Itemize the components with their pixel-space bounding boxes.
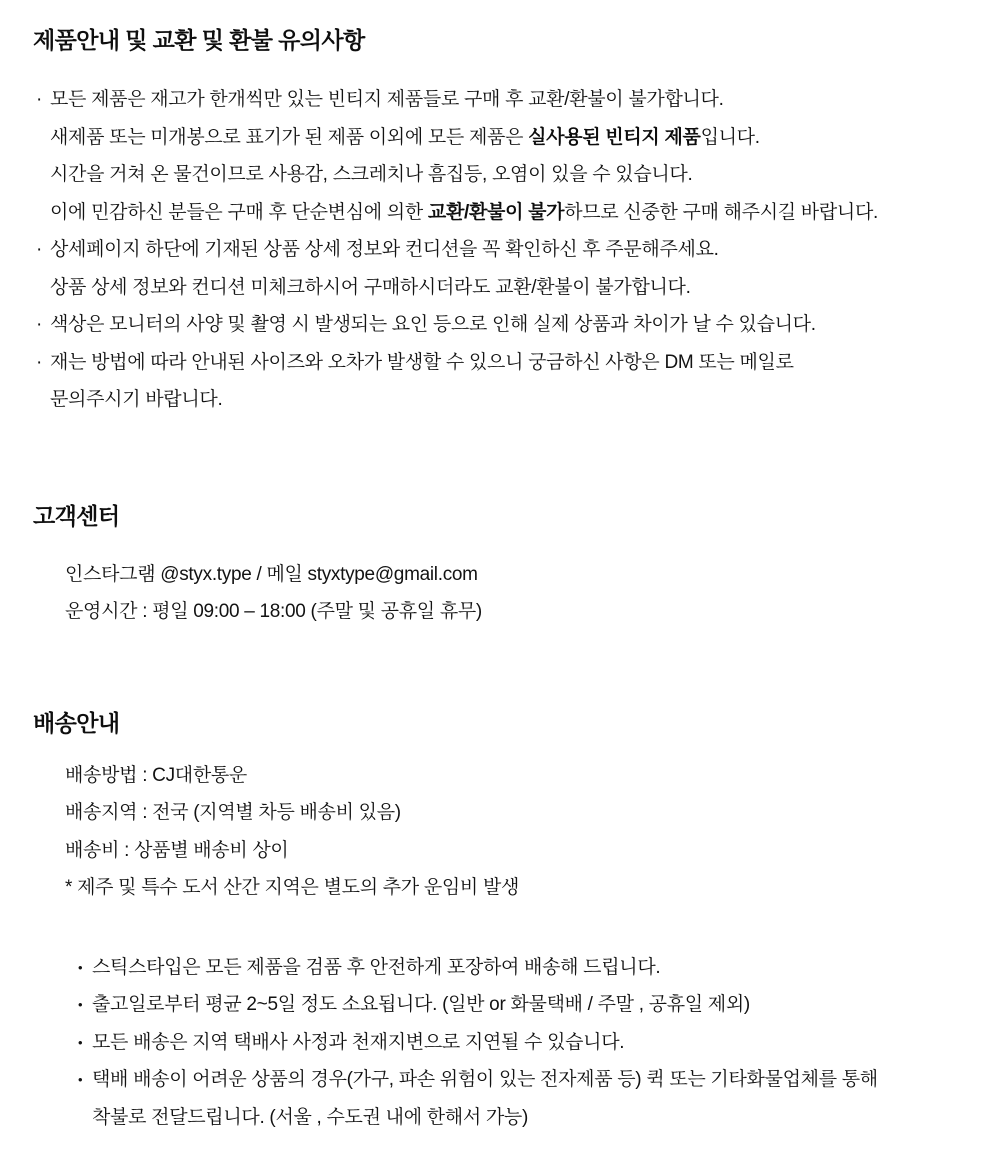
shipping-note-line — [33, 1061, 967, 1099]
notice-line — [33, 269, 967, 307]
notice-line — [33, 156, 967, 194]
bullet-dot-icon: · — [36, 351, 43, 373]
customer-center-info — [33, 556, 967, 631]
shipping-note-line — [33, 986, 967, 1024]
section-heading-customer-center: 고객센터 — [33, 502, 120, 529]
bullet-dot-icon: · — [36, 89, 43, 110]
product-notice-list — [33, 81, 967, 419]
shipping-note-line — [33, 949, 967, 987]
shipping-fee-line: 배송비 : 상품별 배송비 상이 — [65, 839, 289, 861]
shipping-method-line: 배송방법 : CJ대한통운 — [65, 764, 247, 786]
shipping-note-text: 스틱스타입은 모든 제품을 검품 후 안전하게 포장하여 배송해 드립니다. — [92, 956, 661, 978]
shipping-note-text: 모든 배송은 지역 택배사 사정과 천재지변으로 지연될 수 있습니다. — [92, 1031, 625, 1053]
notice-text: 색상은 모니터의 사양 및 촬영 시 발생되는 요인 등으로 인해 실제 상품과 차이가 날 수 있습니다. — [50, 314, 816, 335]
shipping-note-text: 택배 배송이 어려운 상품의 경우(가구, 파손 위험이 있는 전자제품 등) 퀵 또는 기타화물업체를 통해 — [92, 1069, 878, 1090]
notice-line — [33, 231, 967, 269]
notice-text: 문의주시기 바랍니다. — [50, 389, 223, 410]
shipping-note-line — [33, 1099, 967, 1137]
bullet-dot-icon: • — [78, 997, 83, 1012]
section-product-notice — [33, 25, 967, 419]
customer-hours-line: 운영시간 : 평일 09:00 – 18:00 (주말 및 공휴일 휴무) — [65, 601, 482, 622]
section-shipping — [33, 708, 967, 1137]
notice-line — [33, 344, 967, 382]
bullet-dot-icon: · — [36, 239, 43, 260]
notice-line — [33, 81, 967, 119]
notice-text-bold: 실사용된 빈티지 제품 — [528, 126, 701, 148]
notice-text: 시간을 거쳐 온 물건이므로 사용감, 스크레치나 흠집등, 오염이 있을 수 있습니다. — [50, 164, 693, 185]
notice-text: 재는 방법에 따라 안내된 사이즈와 오차가 발생할 수 있으니 궁금하신 사항은 DM 또는 메일로 — [50, 351, 794, 373]
shipping-notes-list — [33, 949, 967, 1137]
bullet-dot-icon: • — [78, 959, 83, 975]
section-heading-product-notice: 제품안내 및 교환 및 환불 유의사항 — [33, 27, 365, 53]
shipping-note-text: 출고일로부터 평균 2~5일 정도 소요됩니다. (일반 or 화물택배 / 주말 , 공휴일 제외) — [92, 994, 750, 1015]
customer-contact-line: 인스타그램 @styx.type / 메일 styxtype@gmail.com — [65, 563, 478, 585]
shipping-region-line: 배송지역 : 전국 (지역별 차등 배송비 있음) — [65, 802, 401, 823]
notice-text: 모든 제품은 재고가 한개씩만 있는 빈티지 제품들로 구매 후 교환/환불이 불가합니다. — [50, 89, 724, 110]
bullet-dot-icon: · — [36, 314, 43, 335]
notice-text: 새제품 또는 미개봉으로 표기가 된 제품 이외에 모든 제품은 — [50, 126, 529, 148]
notice-text: 상세페이지 하단에 기재된 상품 상세 정보와 컨디션을 꼭 확인하신 후 주문해주세요. — [50, 239, 719, 260]
notice-text: 이에 민감하신 분들은 구매 후 단순변심에 의한 — [50, 201, 428, 223]
shipping-extra-fee-line: * 제주 및 특수 도서 산간 지역은 별도의 추가 운임비 발생 — [65, 877, 520, 898]
section-heading-shipping: 배송안내 — [33, 709, 120, 736]
notice-text: 상품 상세 정보와 컨디션 미체크하시어 구매하시더라도 교환/환불이 불가합니다. — [50, 276, 691, 298]
section-customer-center — [33, 501, 967, 631]
notice-text: 하므로 신중한 구매 해주시길 바랍니다. — [564, 201, 878, 223]
bullet-dot-icon: • — [78, 1072, 83, 1087]
shipping-info — [33, 757, 967, 907]
notice-line — [33, 306, 967, 344]
notice-text: 입니다. — [700, 126, 760, 148]
bullet-dot-icon: • — [78, 1034, 83, 1050]
notice-line — [33, 194, 967, 232]
notice-line — [33, 119, 967, 157]
notice-text-bold: 교환/환불이 불가 — [427, 201, 565, 223]
notice-line — [33, 381, 967, 419]
shipping-note-line — [33, 1024, 967, 1062]
shipping-note-text: 착불로 전달드립니다. (서울 , 수도권 내에 한해서 가능) — [92, 1106, 528, 1128]
